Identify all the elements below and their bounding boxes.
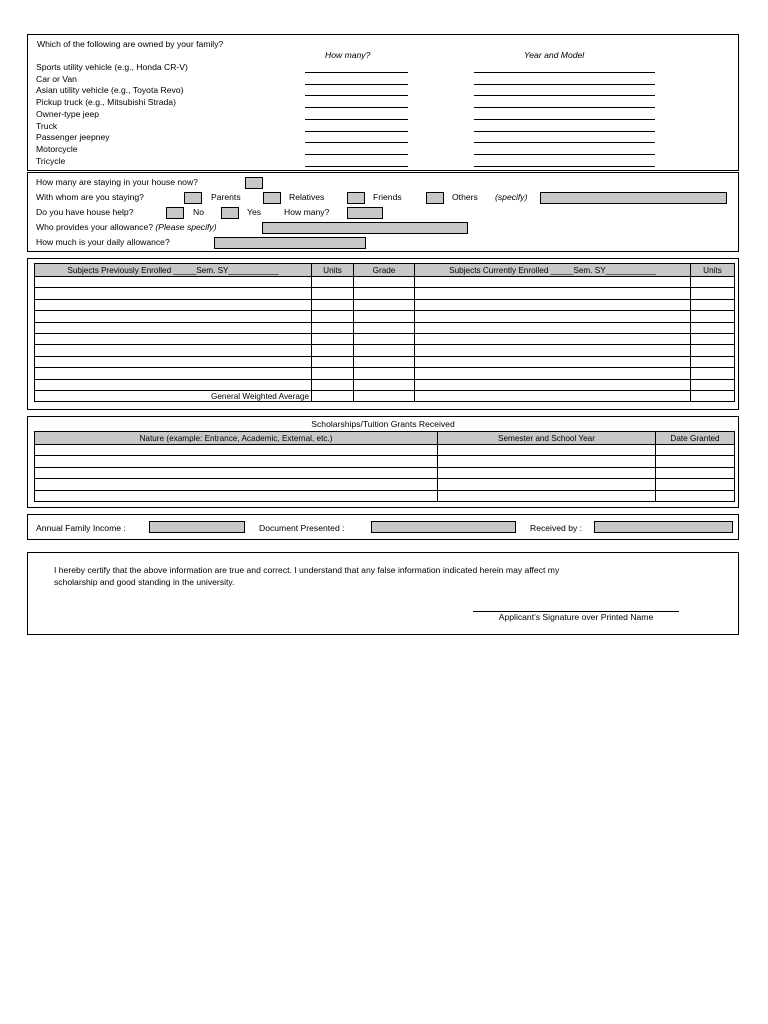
subject-cell[interactable] — [354, 322, 415, 333]
allowance-provider-text: Who provides your allowance? — [36, 222, 154, 232]
annual-income-label: Annual Family Income : — [36, 523, 126, 533]
subject-cell[interactable] — [35, 333, 312, 344]
subject-cell[interactable] — [35, 277, 312, 288]
scholarship-cell[interactable] — [438, 445, 656, 456]
with-whom-question: With whom are you staying? — [36, 192, 144, 202]
table-row — [35, 299, 735, 310]
subject-cell[interactable] — [35, 322, 312, 333]
year-model-line[interactable] — [474, 131, 655, 132]
allowance-provider-question — [36, 222, 217, 232]
please-specify-label: (Please specify) — [155, 222, 217, 232]
vehicle-label: Pickup truck (e.g., Mitsubishi Strada) — [36, 97, 176, 108]
scholarship-cell[interactable] — [438, 479, 656, 490]
curr-subjects-header: Subjects Currently Enrolled _____Sem. SY___________ — [415, 264, 691, 277]
household-section — [27, 172, 739, 252]
scholarship-cell[interactable] — [35, 490, 438, 501]
scholarship-cell[interactable] — [438, 490, 656, 501]
year-model-line[interactable] — [474, 166, 655, 167]
scholarships-table — [34, 431, 735, 502]
scholarship-cell[interactable] — [35, 445, 438, 456]
gwa-label: General Weighted Average — [35, 390, 312, 401]
scholarship-cell[interactable] — [656, 445, 735, 456]
table-row — [35, 445, 735, 456]
subject-cell[interactable] — [312, 379, 354, 390]
subject-cell[interactable] — [35, 379, 312, 390]
vehicles-question: Which of the following are owned by your family? — [37, 39, 224, 49]
parents-label: Parents — [211, 192, 241, 202]
subject-cell[interactable] — [35, 368, 312, 379]
how-many-line[interactable] — [305, 72, 408, 73]
no-checkbox[interactable] — [166, 207, 184, 219]
vehicle-label: Truck — [36, 120, 58, 131]
how-many-line[interactable] — [305, 166, 408, 167]
subject-cell[interactable] — [312, 345, 354, 356]
subject-cell[interactable] — [691, 356, 735, 367]
received-by-label: Received by : — [530, 523, 583, 533]
subject-cell[interactable] — [354, 390, 415, 401]
subjects-table — [34, 263, 735, 402]
how-many-line[interactable] — [305, 154, 408, 155]
relatives-checkbox[interactable] — [263, 192, 281, 204]
vehicle-label: Passenger jeepney — [36, 132, 110, 143]
subjects-section — [27, 258, 739, 410]
date-granted-header: Date Granted — [656, 432, 735, 445]
year-model-line[interactable] — [474, 107, 655, 108]
parents-checkbox[interactable] — [184, 192, 202, 204]
year-model-line[interactable] — [474, 119, 655, 120]
table-row — [35, 479, 735, 490]
subject-cell[interactable] — [354, 288, 415, 299]
table-row — [35, 456, 735, 467]
subject-cell[interactable] — [415, 379, 691, 390]
how-many-line[interactable] — [305, 95, 408, 96]
subject-cell[interactable] — [415, 322, 691, 333]
table-row — [35, 322, 735, 333]
allowance-provider-field[interactable] — [262, 222, 468, 234]
subject-cell[interactable] — [354, 299, 415, 310]
table-row — [35, 333, 735, 344]
vehicle-label: Owner-type jeep — [36, 108, 100, 119]
subject-cell[interactable] — [35, 345, 312, 356]
subject-cell[interactable] — [691, 277, 735, 288]
vehicle-label: Sports utility vehicle (e.g., Honda CR-V) — [36, 62, 188, 72]
scholarship-cell[interactable] — [35, 479, 438, 490]
table-row — [35, 345, 735, 356]
subject-cell[interactable] — [354, 311, 415, 322]
subject-cell[interactable] — [312, 356, 354, 367]
table-row — [35, 490, 735, 501]
subject-cell[interactable] — [35, 356, 312, 367]
certification-section — [27, 552, 739, 635]
curr-units-header: Units — [691, 264, 735, 277]
daily-allowance-question: How much is your daily allowance? — [36, 237, 170, 247]
subject-cell[interactable] — [312, 322, 354, 333]
friends-label: Friends — [373, 192, 402, 202]
subject-cell[interactable] — [415, 288, 691, 299]
how-many-label: How many? — [284, 207, 330, 217]
subject-cell[interactable] — [312, 288, 354, 299]
subject-cell[interactable] — [415, 368, 691, 379]
table-row — [35, 277, 735, 288]
friends-checkbox[interactable] — [347, 192, 365, 204]
year-model-line[interactable] — [474, 154, 655, 155]
table-row — [35, 356, 735, 367]
subject-cell[interactable] — [691, 299, 735, 310]
scholarship-cell[interactable] — [438, 456, 656, 467]
house-help-question: Do you have house help? — [36, 207, 134, 217]
grade-header: Grade — [354, 264, 415, 277]
scholarship-cell[interactable] — [656, 479, 735, 490]
subject-cell[interactable] — [312, 277, 354, 288]
subject-cell[interactable] — [312, 299, 354, 310]
income-section — [27, 514, 739, 540]
how-many-line[interactable] — [305, 107, 408, 108]
subject-cell[interactable] — [415, 356, 691, 367]
year-model-line[interactable] — [474, 72, 655, 73]
subject-cell[interactable] — [691, 333, 735, 344]
vehicles-section — [27, 34, 739, 171]
signature-label: Applicant's Signature over Printed Name — [498, 612, 654, 622]
subject-cell[interactable] — [312, 333, 354, 344]
subject-cell[interactable] — [312, 368, 354, 379]
subject-cell[interactable] — [354, 345, 415, 356]
subject-cell[interactable] — [415, 333, 691, 344]
table-row — [35, 311, 735, 322]
year-model-line[interactable] — [474, 84, 655, 85]
semester-header: Semester and School Year — [438, 432, 656, 445]
subject-cell[interactable] — [691, 288, 735, 299]
certification-line-1: I hereby certify that the above information are true and correct. I understand that any false information indicated herein may affect my — [54, 565, 560, 575]
others-label: Others — [452, 192, 478, 202]
nature-header: Nature (example: Entrance, Academic, External, etc.) — [35, 432, 438, 445]
staying-count-field[interactable] — [245, 177, 263, 189]
scholarship-cell[interactable] — [35, 456, 438, 467]
relatives-label: Relatives — [289, 192, 325, 202]
daily-allowance-field[interactable] — [214, 237, 366, 249]
scholarship-cell[interactable] — [35, 467, 438, 478]
certification-line-2: scholarship and good standing in the university. — [54, 577, 235, 587]
scholarship-cell[interactable] — [438, 467, 656, 478]
subject-cell[interactable] — [354, 333, 415, 344]
document-presented-label: Document Presented : — [259, 523, 345, 533]
subject-cell[interactable] — [354, 379, 415, 390]
subject-cell[interactable] — [691, 345, 735, 356]
subject-cell[interactable] — [415, 390, 691, 401]
no-label: No — [193, 207, 204, 217]
how-many-line[interactable] — [305, 131, 408, 132]
subject-cell[interactable] — [691, 390, 735, 401]
how-many-line[interactable] — [305, 142, 408, 143]
vehicle-label: Tricycle — [36, 155, 66, 166]
subject-cell[interactable] — [415, 311, 691, 322]
subject-cell[interactable] — [35, 299, 312, 310]
others-specify-field[interactable] — [540, 192, 727, 204]
subject-cell[interactable] — [691, 368, 735, 379]
table-row — [35, 467, 735, 478]
vehicle-label: Motorcycle — [36, 143, 78, 154]
received-by-field[interactable] — [594, 521, 733, 533]
table-row — [35, 288, 735, 299]
how-many-header: How many? — [325, 50, 371, 60]
vehicle-label: Asian utility vehicle (e.g., Toyota Revo) — [36, 85, 184, 96]
subject-cell[interactable] — [312, 311, 354, 322]
year-model-line[interactable] — [474, 95, 655, 96]
subject-cell[interactable] — [312, 390, 354, 401]
table-row — [35, 379, 735, 390]
subject-cell[interactable] — [415, 345, 691, 356]
subject-cell[interactable] — [691, 322, 735, 333]
subject-cell[interactable] — [354, 356, 415, 367]
scholarship-cell[interactable] — [656, 467, 735, 478]
scholarship-cell[interactable] — [656, 490, 735, 501]
specify-label: (specify) — [495, 192, 528, 202]
year-model-header: Year and Model — [524, 50, 585, 60]
table-row — [35, 390, 735, 401]
vehicle-label: Car or Van — [36, 73, 77, 84]
how-many-line[interactable] — [305, 119, 408, 120]
annual-income-field[interactable] — [149, 521, 245, 533]
scholarships-section — [27, 416, 739, 508]
house-help-count-field[interactable] — [347, 207, 383, 219]
subject-cell[interactable] — [415, 299, 691, 310]
scholarship-cell[interactable] — [656, 456, 735, 467]
table-row — [35, 368, 735, 379]
how-many-line[interactable] — [305, 84, 408, 85]
subject-cell[interactable] — [415, 277, 691, 288]
subject-cell[interactable] — [354, 368, 415, 379]
prev-units-header: Units — [312, 264, 354, 277]
prev-subjects-header: Subjects Previously Enrolled _____Sem. SY___________ — [35, 264, 312, 277]
subject-cell[interactable] — [35, 288, 312, 299]
staying-question: How many are staying in your house now? — [36, 177, 198, 187]
year-model-line[interactable] — [474, 142, 655, 143]
subject-cell[interactable] — [354, 277, 415, 288]
subject-cell[interactable] — [35, 311, 312, 322]
scholarships-title: Scholarships/Tuition Grants Received — [311, 419, 455, 429]
subject-cell[interactable] — [691, 311, 735, 322]
yes-checkbox[interactable] — [221, 207, 239, 219]
subject-cell[interactable] — [691, 379, 735, 390]
yes-label: Yes — [247, 207, 262, 217]
others-checkbox[interactable] — [426, 192, 444, 204]
document-presented-field[interactable] — [371, 521, 516, 533]
